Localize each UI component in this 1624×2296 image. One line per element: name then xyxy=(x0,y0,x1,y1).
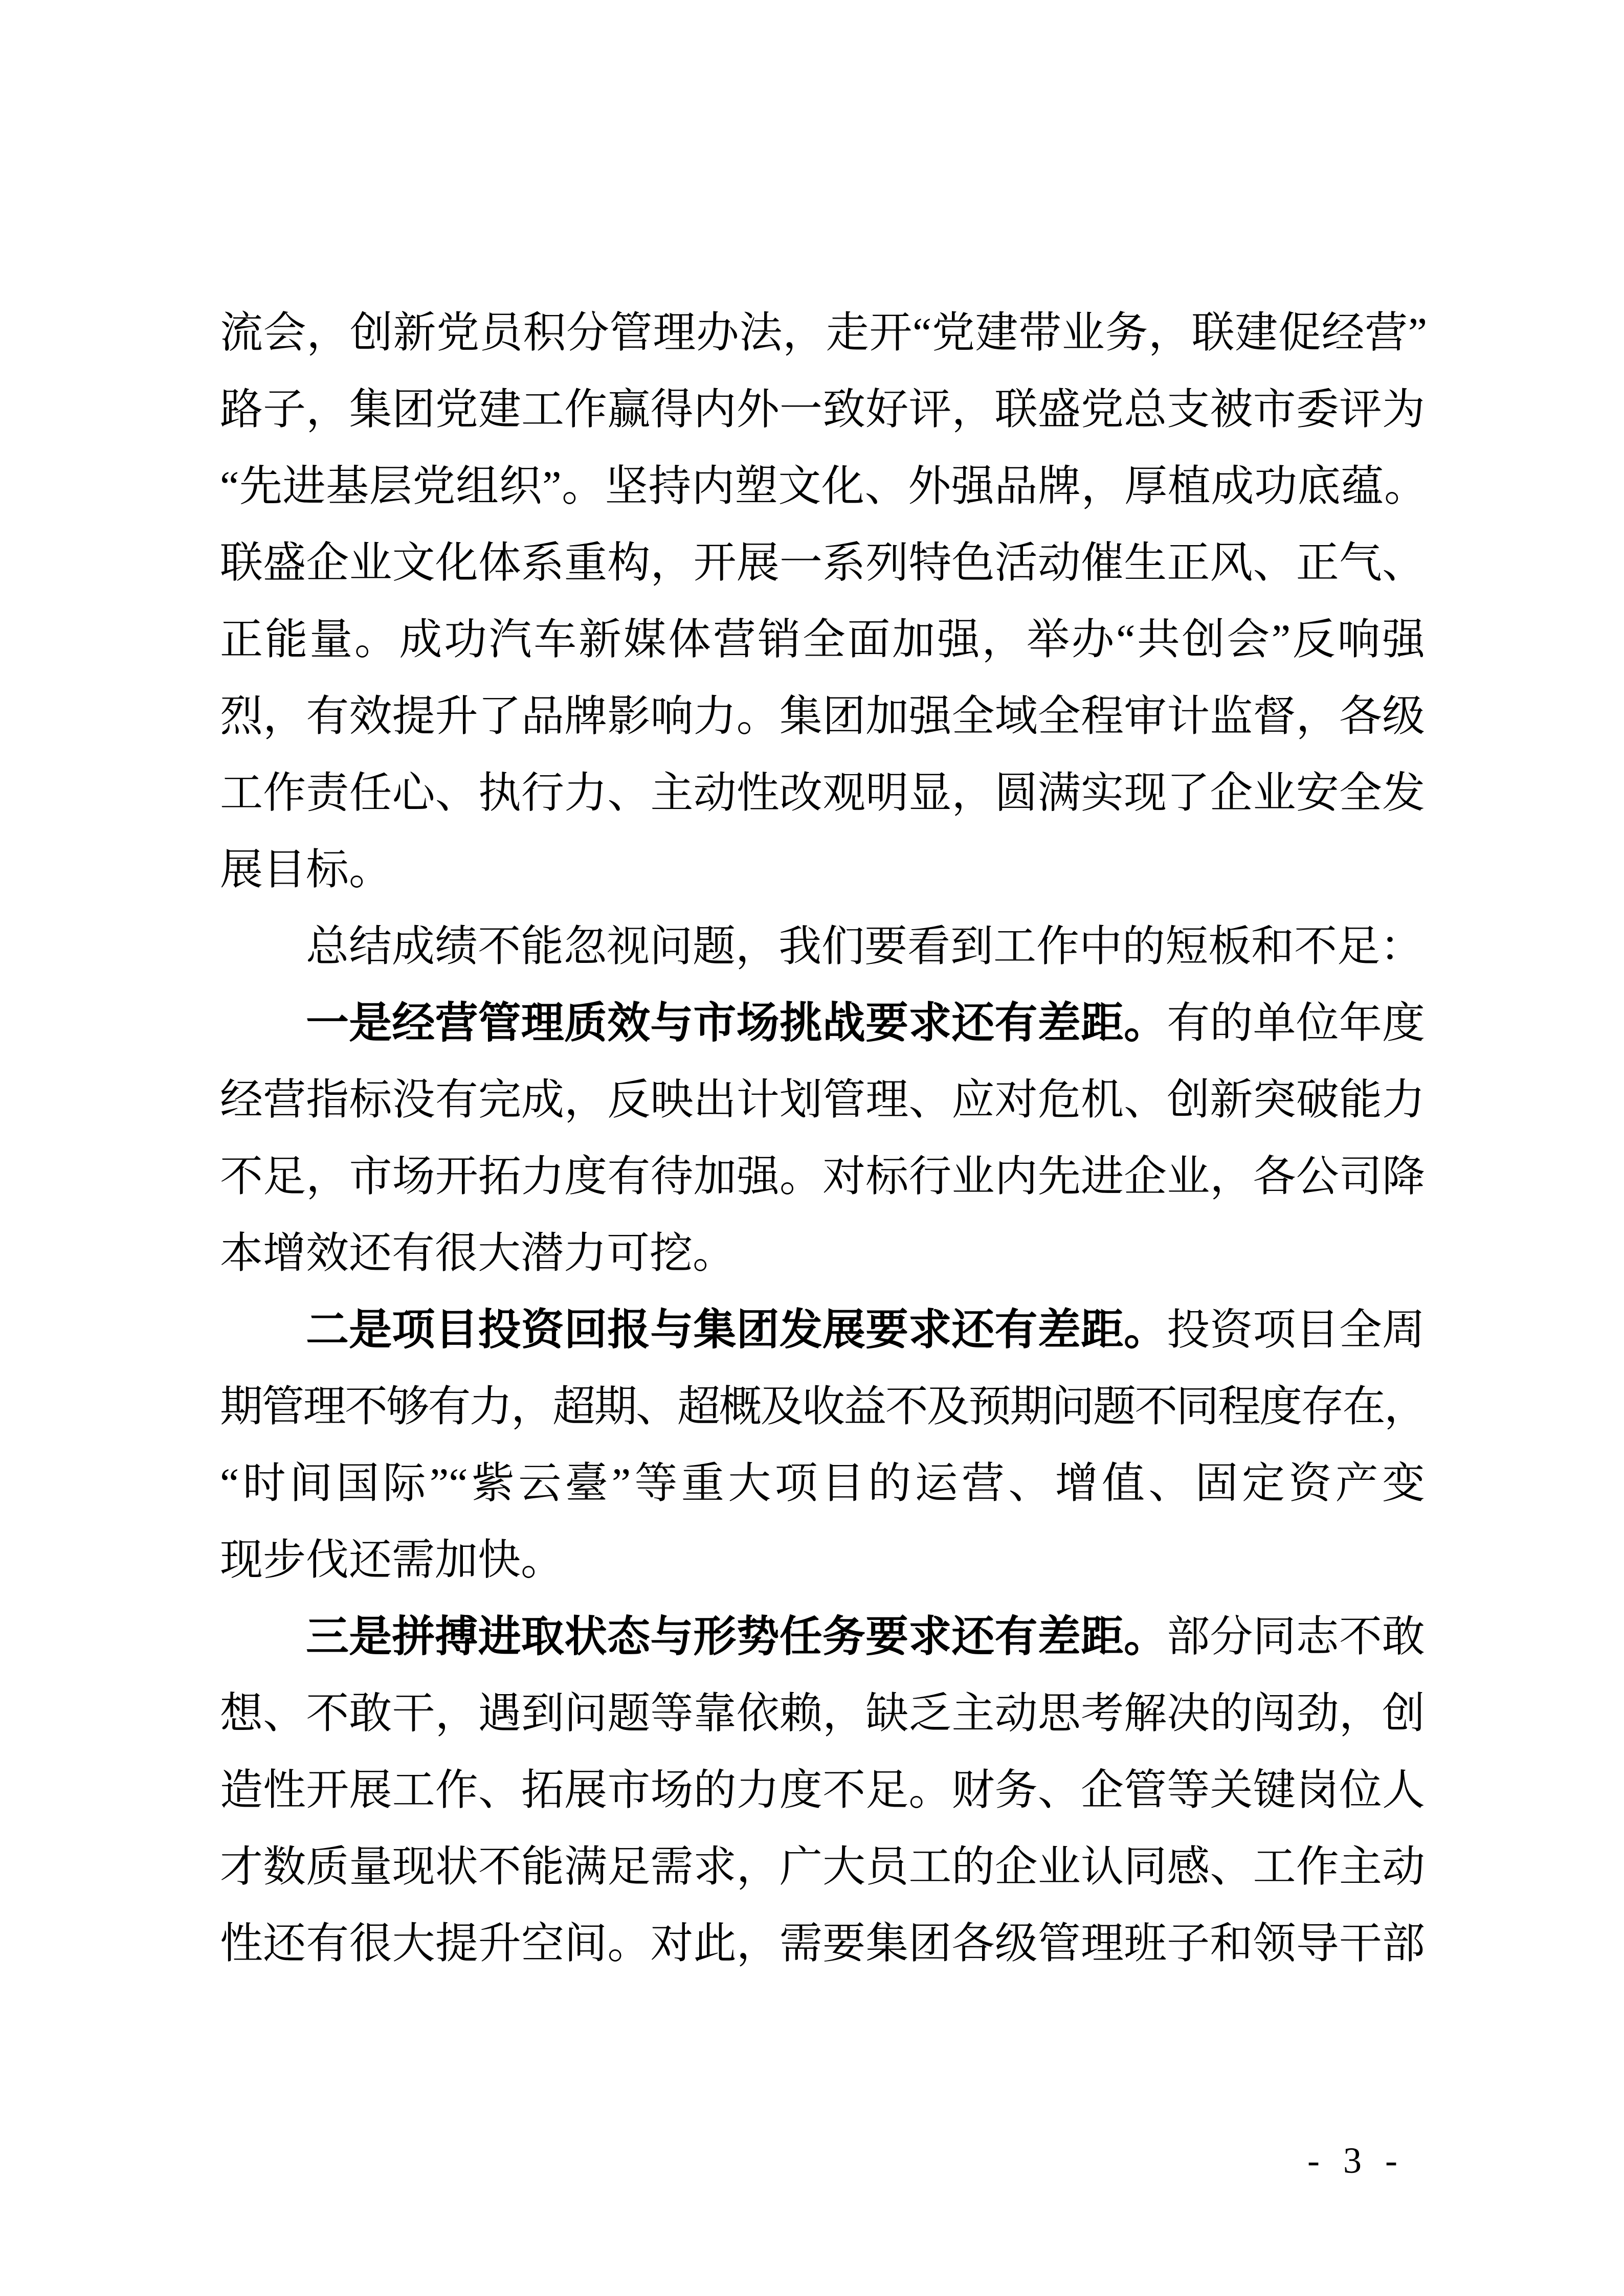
text-line: 展目标。 xyxy=(220,846,392,894)
text-line: 才数质量现状不能满足需求，广大员工的企业认同感、工作主动 xyxy=(220,1843,1425,1891)
text-line: 烈，有效提升了品牌影响力。集团加强全域全程审计监督，各级 xyxy=(220,693,1425,740)
text-line xyxy=(220,1599,1425,1676)
text-line: 经营指标没有完成，反映出计划管理、应对危机、创新突破能力 xyxy=(220,1076,1425,1124)
lead-emphasis: 三是拼搏进取状态与形势任务要求还有差距。 xyxy=(306,1613,1167,1661)
page-number: - 3 - xyxy=(1307,2140,1405,2181)
text-line: 造性开展工作、拓展市场的力度不足。财务、企管等关键岗位人 xyxy=(220,1767,1425,1814)
text-line: 想、不敢干，遇到问题等靠依赖，缺乏主动思考解决的闯劲，创 xyxy=(220,1690,1425,1738)
text-line xyxy=(220,1292,1425,1369)
text-line: 流会，创新党员积分管理办法，走开“党建带业务，联建促经营” xyxy=(220,309,1425,357)
text-line: 联盛企业文化体系重构，开展一系列特色活动催生正风、正气、 xyxy=(220,539,1425,587)
text-line: 正能量。成功汽车新媒体营销全面加强，举办“共创会”反响强 xyxy=(220,616,1425,664)
line-text: 有的单位年度 xyxy=(1167,1000,1425,1047)
text-line: 期管理不够有力，超期、超概及收益不及预期问题不同程度存在， xyxy=(220,1383,1425,1431)
text-line: 现步伐还需加快。 xyxy=(220,1537,564,1584)
lead-emphasis: 二是项目投资回报与集团发展要求还有差距。 xyxy=(306,1307,1167,1354)
text-line: “时间国际”“紫云臺”等重大项目的运营、增值、固定资产变 xyxy=(220,1460,1425,1507)
text-line: 本增效还有很大潜力可挖。 xyxy=(220,1230,736,1277)
text-line: 路子，集团党建工作赢得内外一致好评，联盛党总支被市委评为 xyxy=(220,386,1425,434)
text-line: 工作责任心、执行力、主动性改观明显，圆满实现了企业安全发 xyxy=(220,770,1425,817)
text-line: 不足，市场开拓力度有待加强。对标行业内先进企业，各公司降 xyxy=(220,1153,1425,1201)
document-body xyxy=(220,295,1425,1983)
text-line xyxy=(220,985,1425,1062)
lead-emphasis: 一是经营管理质效与市场挑战要求还有差距。 xyxy=(306,1000,1167,1047)
line-text: 部分同志不敢 xyxy=(1167,1613,1425,1661)
text-line: “先进基层党组织”。坚持内塑文化、外强品牌，厚植成功底蕴。 xyxy=(220,463,1425,510)
text-line: 总结成绩不能忽视问题，我们要看到工作中的短板和不足： xyxy=(306,923,1423,971)
text-line: 性还有很大提升空间。对此，需要集团各级管理班子和领导干部 xyxy=(220,1920,1425,1968)
line-text: 投资项目全周 xyxy=(1167,1307,1425,1354)
